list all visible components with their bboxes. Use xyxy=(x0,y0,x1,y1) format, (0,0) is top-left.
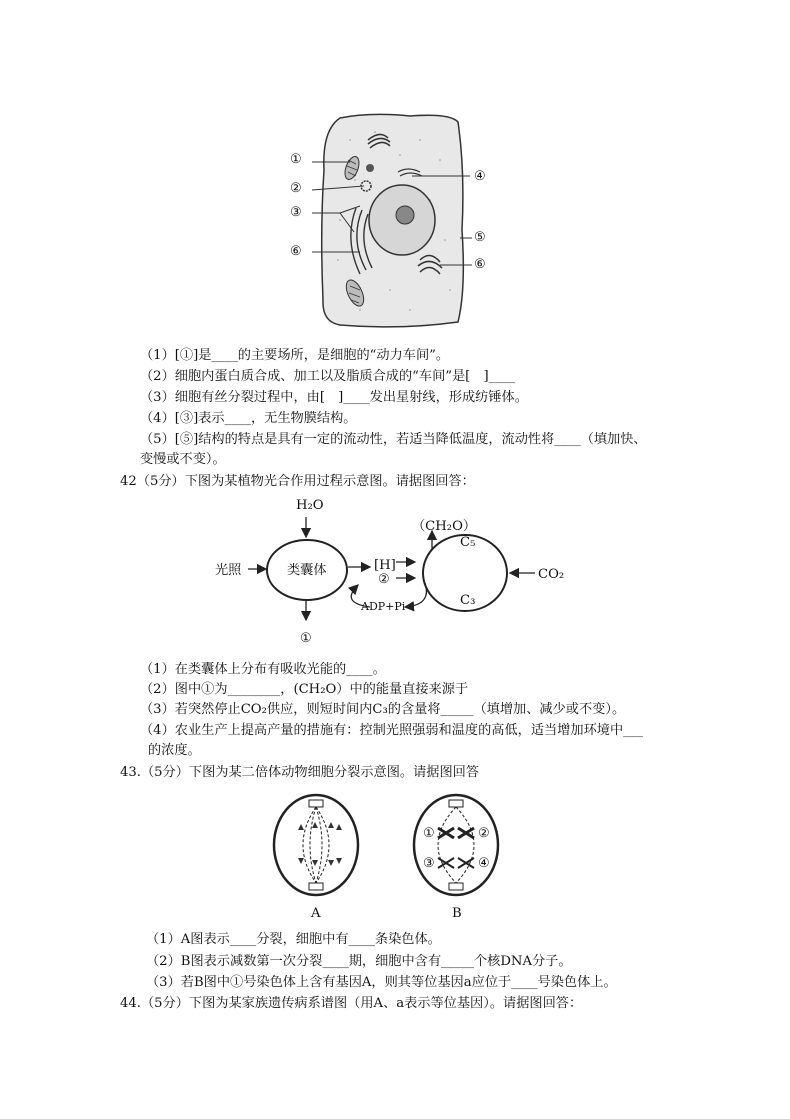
label-c3: C₃ xyxy=(460,593,476,608)
photosynthesis-diagram xyxy=(210,495,580,655)
b-mark-3: ③ xyxy=(423,856,435,871)
q41-item-5: （5）[⑤]结构的特点是具有一定的流动性，若适当降低温度，流动性将____（填加快、 xyxy=(140,432,647,447)
q42-item-4-cont: 的浓度。 xyxy=(148,743,201,758)
label-a: A xyxy=(311,906,321,921)
cell-label-4: ④ xyxy=(474,169,486,184)
cell-label-6-right: ⑥ xyxy=(474,257,486,272)
b-mark-1: ① xyxy=(423,826,435,841)
q43-item-1: （1）A图表示____分裂，细胞中有____条染色体。 xyxy=(146,932,441,947)
label-b: B xyxy=(452,906,462,921)
cell-division-diagram xyxy=(270,790,520,900)
label-out-1: ① xyxy=(300,631,312,646)
q43-title: 43.（5分）下图为某二倍体动物细胞分裂示意图。请据图回答 xyxy=(120,765,480,780)
label-h2o: H₂O xyxy=(296,498,324,513)
label-c5: C₅ xyxy=(460,535,476,550)
label-light: 光照 xyxy=(215,563,242,578)
cell-label-2: ② xyxy=(290,181,302,196)
q41-item-4: （4）[③]表示____，无生物膜结构。 xyxy=(140,411,357,426)
animal-cell-diagram xyxy=(280,110,500,335)
cell-label-6-left: ⑥ xyxy=(290,244,302,259)
q41-item-2: （2）细胞内蛋白质合成、加工以及脂质合成的“车间”是[ ]____ xyxy=(140,369,516,384)
q42-item-2: （2）图中①为________，(CH₂O）中的能量直接来源于 xyxy=(140,682,469,697)
label-co2: CO₂ xyxy=(538,567,565,582)
label-thylakoid: 类囊体 xyxy=(287,563,327,578)
label-circle-2: ② xyxy=(378,572,390,587)
cell-label-3: ③ xyxy=(290,205,302,220)
label-adp-pi: ADP+Pi xyxy=(361,600,406,613)
q43-item-3: （3）若B图中①号染色体上含有基因A，则其等位基因a应位于____号染色体上。 xyxy=(146,975,617,990)
b-mark-2: ② xyxy=(478,826,490,841)
q44-title: 44.（5分）下图为某家族遗传病系谱图（用A、a表示等位基因）。请据图回答： xyxy=(120,996,583,1011)
q42-title: 42（5分）下图为某植物光合作用过程示意图。请据图回答： xyxy=(120,474,475,489)
q41-item-5-cont: 变慢或不变）。 xyxy=(140,452,226,467)
q42-item-1: （1）在类囊体上分布有吸收光能的____。 xyxy=(140,662,386,677)
q42-item-3: （3）若突然停止CO₂供应，则短时间内C₃的含量将_____（填增加、减少或不变）。 xyxy=(140,702,626,717)
q42-item-4: （4）农业生产上提高产量的措施有：控制光照强弱和温度的高低，适当增加环境中___ xyxy=(140,723,643,738)
q41-item-1: （1）[①]是____的主要场所，是细胞的“动力车间”。 xyxy=(140,348,450,363)
label-nadph: [H] xyxy=(374,558,396,573)
cell-label-1: ① xyxy=(290,152,302,167)
q41-item-3: （3）细胞有丝分裂过程中，由[ ]____发出星射线，形成纺锤体。 xyxy=(140,390,528,405)
label-ch2o: （CH₂O） xyxy=(412,519,477,534)
q43-item-2: （2）B图表示减数第一次分裂____期，细胞中含有_____个核DNA分子。 xyxy=(146,954,572,969)
b-mark-4: ④ xyxy=(478,856,490,871)
cell-label-5: ⑤ xyxy=(474,230,486,245)
